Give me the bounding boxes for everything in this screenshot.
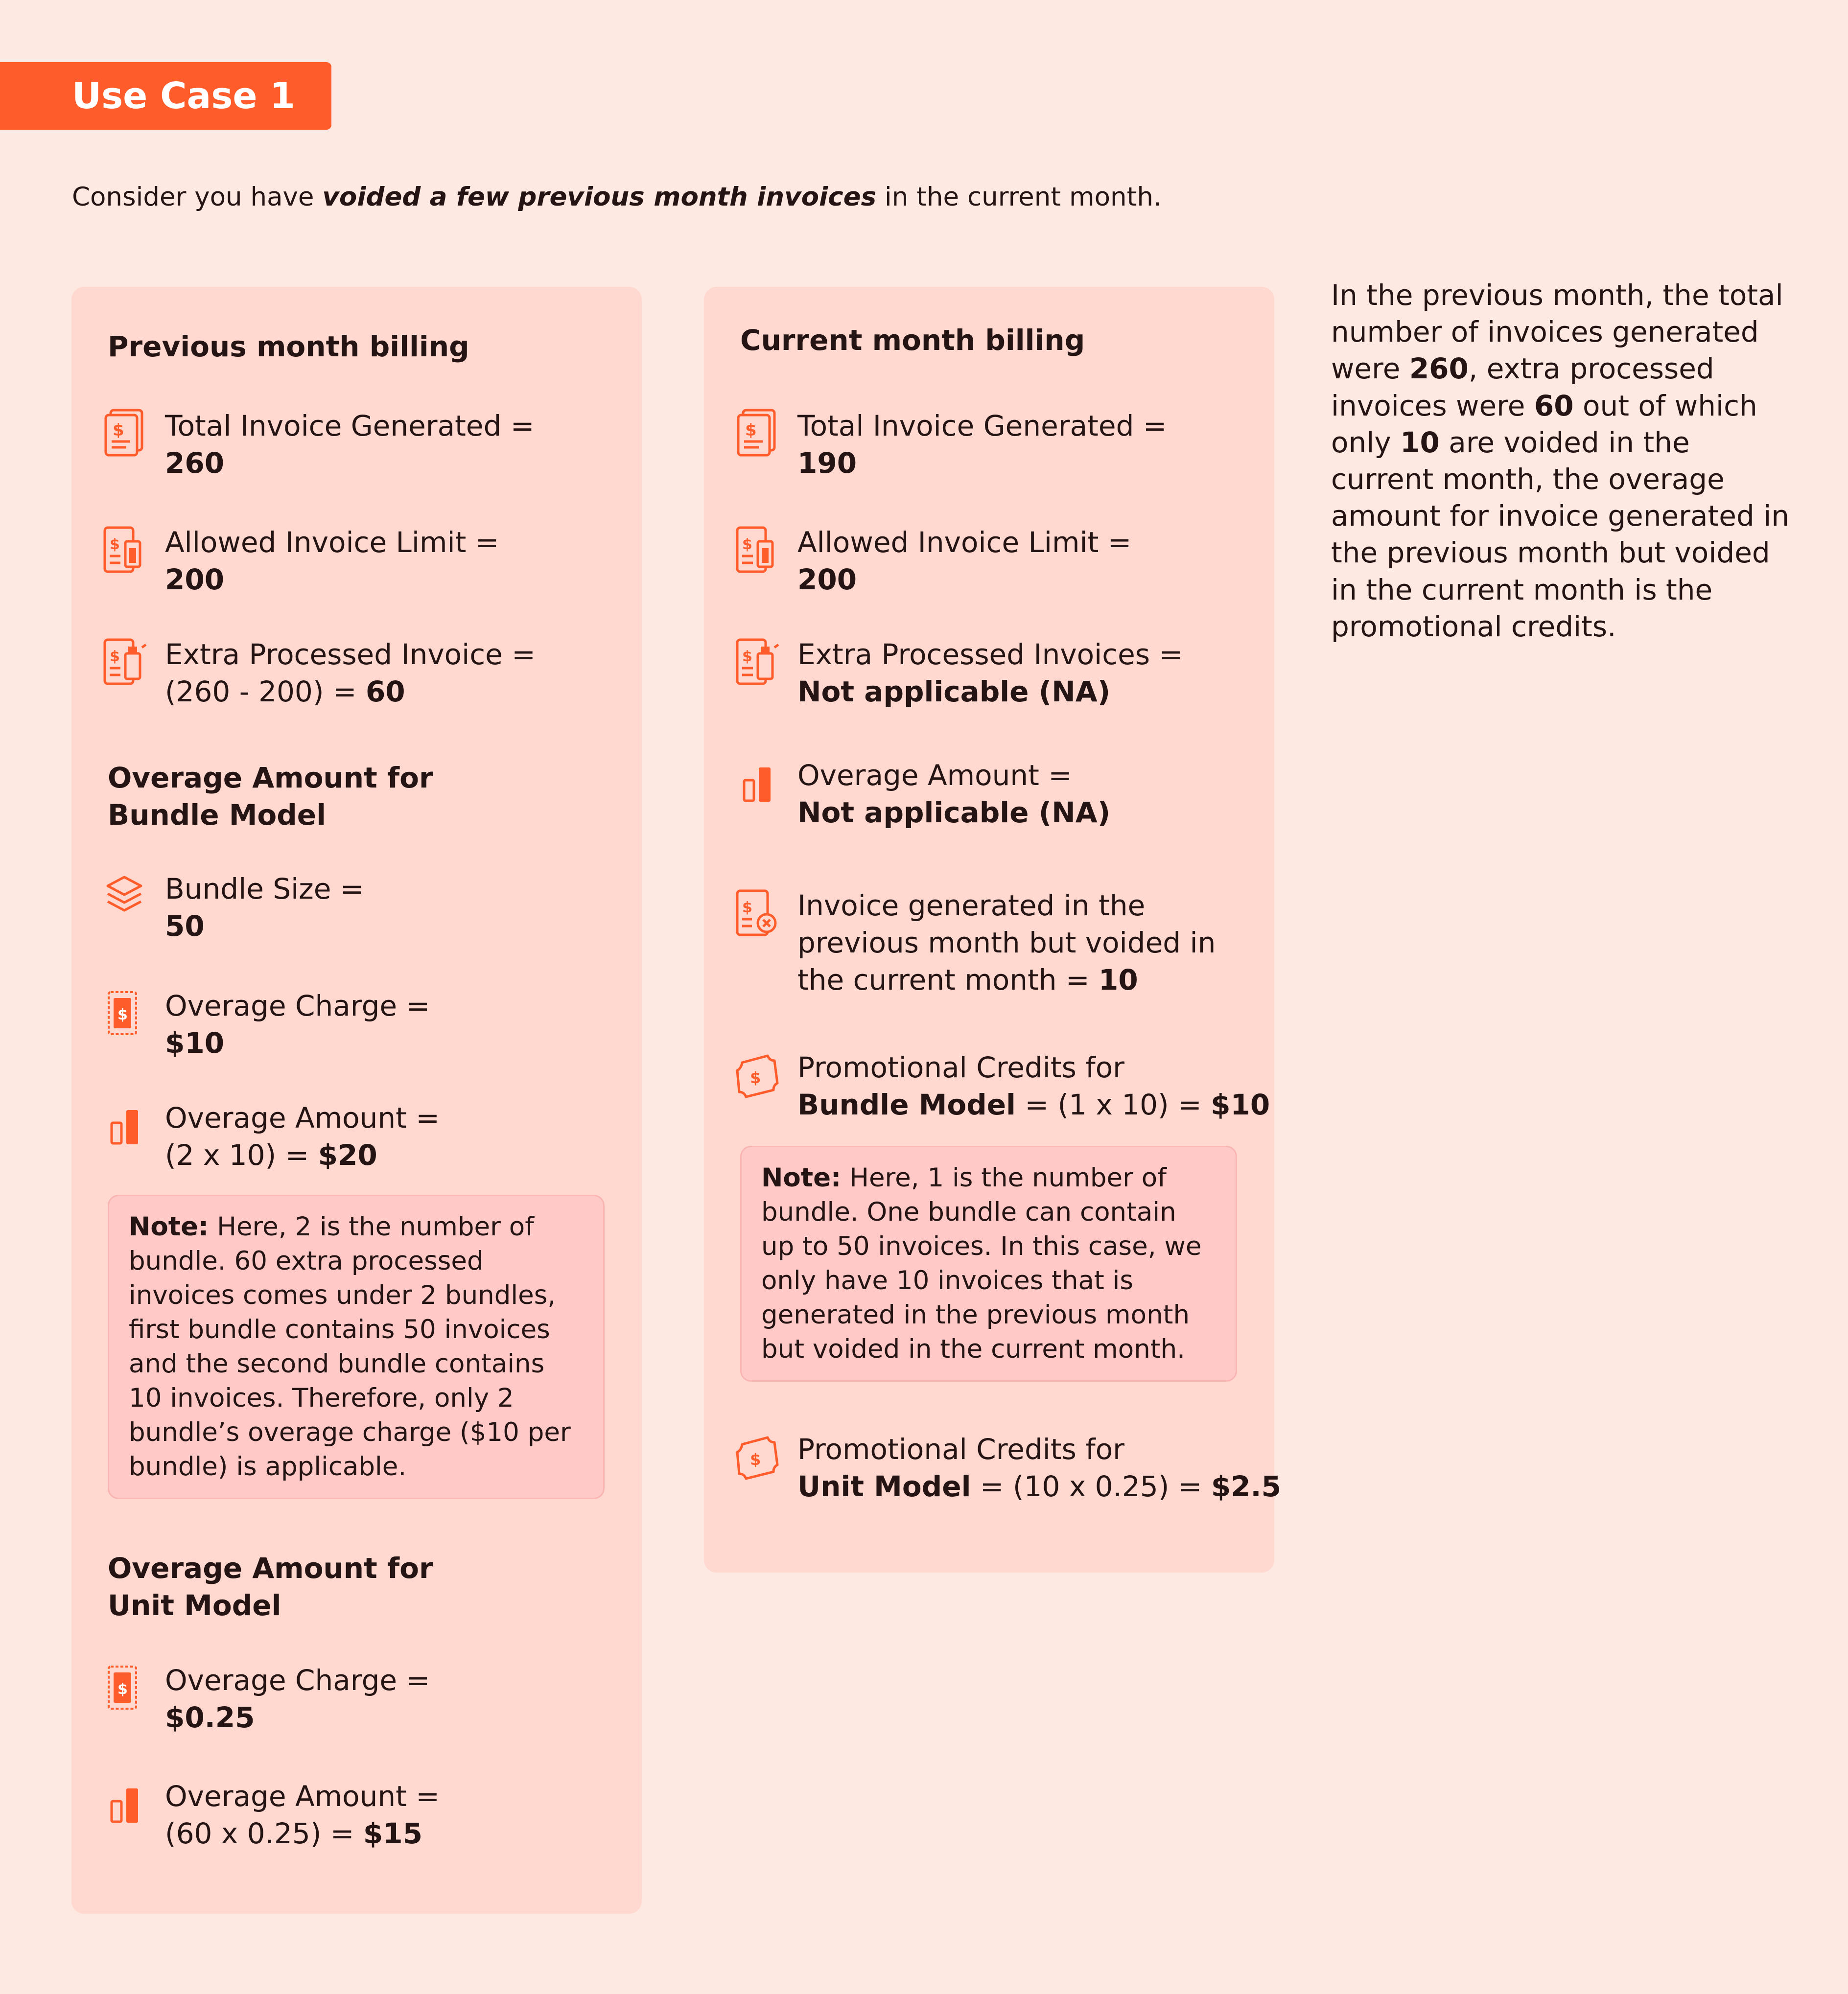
svg-text:$: $ — [117, 1681, 128, 1698]
promo-bundle-label: Promotional Credits for — [797, 1051, 1125, 1084]
side-explanation: In the previous month, the total number of invoices generated were 260, extra processed invoices were 60 out of which only 10 are voided in the current month, the overage amount for invoice generated in the previous month but voided in the current month is the promotional credits. — [1331, 278, 1790, 643]
bundle-model-heading: Overage Amount for Bundle Model — [108, 761, 433, 832]
invoice-limit-icon — [102, 524, 147, 578]
bar-chart-icon — [102, 1099, 147, 1153]
bundle-charge-value: $10 — [165, 1026, 225, 1060]
coupon-icon — [734, 1431, 779, 1484]
promo-unit-label: Promotional Credits for — [797, 1433, 1125, 1466]
svg-text:$: $ — [110, 536, 120, 553]
previous-month-card: Previous month billing $ Total Invoice Generated = 260 $ Allowed Invoice Limit = 200 $ Extra Processed Invoice = (260 - 200) = 60 Overage Amount for Bundle Model Bundle Size = 50 $ Overage Charge = $10 Overage Amount = (2 x 10) = $20 Note: Here, 2 is the number of bundle. 60 extra processed invoices comes under 2 bundles, first bundle contains 50 invoices and the second bundle contains 10 invoices. Therefore, only 2 bundle’s overage charge ($10 per bundle) is applicable. Overage Amount for Unit Model $ Overage Charge = $0.25 Overage Amount = (60 x 0.25) = $15 — [71, 287, 642, 1914]
cur-total-label: Total Invoice Generated = — [797, 409, 1167, 442]
cur-extra-label: Extra Processed Invoices = — [797, 638, 1183, 671]
dollar-bill-icon — [102, 987, 147, 1041]
svg-text:$: $ — [113, 420, 124, 440]
extra-invoice-icon — [734, 636, 779, 690]
voided-value: 10 — [1099, 963, 1138, 997]
unit-charge-label: Overage Charge = — [165, 1664, 430, 1697]
svg-text:$: $ — [750, 1450, 761, 1469]
bundle-note: Note: Here, 2 is the number of bundle. 60 extra processed invoices comes under 2 bundles, first bundle contains 50 invoices and the second bundle contains 10 invoices. Therefore, only 2 bundle’s overage charge ($10 per bundle) is applicable. — [108, 1195, 605, 1499]
bar-chart-icon — [102, 1778, 147, 1832]
promo-note: Note: Here, 1 is the number of bundle. One bundle can contain up to 50 invoices. In this case, we only have 10 invoices that is generated in the previous month but voided in the current month. — [740, 1146, 1237, 1382]
promo-unit-value: $2.5 — [1211, 1470, 1281, 1503]
cur-allowed-label: Allowed Invoice Limit = — [797, 526, 1132, 559]
coupon-icon — [734, 1049, 779, 1103]
cur-overage-label: Overage Amount = — [797, 759, 1072, 792]
intro-text: Consider you have voided a few previous month invoices in the current month. — [72, 182, 1162, 212]
prev-extra-value: 60 — [365, 675, 405, 708]
bundle-amount-value: $20 — [318, 1138, 377, 1172]
invoice-limit-icon — [734, 524, 779, 578]
svg-text:$: $ — [750, 1068, 761, 1087]
invoice-document-icon — [102, 407, 147, 461]
voided-line-1: Invoice generated in the — [797, 889, 1146, 922]
cur-overage-value: Not applicable (NA) — [797, 796, 1111, 829]
svg-text:$: $ — [745, 420, 757, 440]
voided-line-2: previous month but voided in — [797, 926, 1216, 959]
prev-allowed-label: Allowed Invoice Limit = — [165, 526, 499, 559]
current-month-title: Current month billing — [740, 324, 1085, 357]
cur-allowed-value: 200 — [797, 563, 857, 596]
svg-text:$: $ — [742, 536, 752, 553]
unit-model-heading: Overage Amount for Unit Model — [108, 1552, 433, 1622]
bundle-size-value: 50 — [165, 909, 205, 943]
svg-text:$: $ — [117, 1006, 128, 1023]
svg-text:$: $ — [742, 899, 752, 916]
unit-amount-value: $15 — [363, 1817, 422, 1850]
cur-total-value: 190 — [797, 446, 857, 480]
prev-extra-label: Extra Processed Invoice = — [165, 638, 536, 671]
bundle-amount-label: Overage Amount = — [165, 1101, 440, 1135]
svg-text:$: $ — [742, 648, 752, 665]
cur-extra-value: Not applicable (NA) — [797, 675, 1111, 708]
bar-chart-icon — [734, 757, 779, 811]
voided-invoice-icon — [734, 887, 779, 941]
unit-charge-value: $0.25 — [165, 1701, 255, 1734]
use-case-badge: Use Case 1 — [0, 62, 331, 130]
prev-total-label: Total Invoice Generated = — [165, 409, 535, 442]
svg-text:$: $ — [110, 648, 120, 665]
prev-allowed-value: 200 — [165, 563, 225, 596]
bundle-size-label: Bundle Size = — [165, 872, 364, 905]
previous-month-title: Previous month billing — [108, 330, 469, 363]
promo-bundle-value: $10 — [1211, 1088, 1270, 1121]
extra-invoice-icon — [102, 636, 147, 690]
prev-total-value: 260 — [165, 446, 225, 480]
bundle-charge-label: Overage Charge = — [165, 989, 430, 1022]
unit-amount-label: Overage Amount = — [165, 1780, 440, 1813]
current-month-card: Current month billing $ Total Invoice Generated = 190 $ Allowed Invoice Limit = 200 $ Extra Processed Invoices = Not applicable (NA) Overage Amount = Not applicable (NA) $ Invoice generated in the previous month but voided in the current month = 10 $ Promotional Credits for Bundle Model = (1 x 10) = $10 Note: Here, 1 is the number of bundle. One bundle can contain up to 50 invoices. In this case, we only have 10 invoices that is generated in the previous month but voided in the current month. $ Promotional Credits for Unit Model = (10 x 0.25) = $2.5 — [704, 287, 1274, 1573]
layers-icon — [102, 870, 147, 924]
dollar-bill-icon — [102, 1662, 147, 1716]
invoice-document-icon — [734, 407, 779, 461]
